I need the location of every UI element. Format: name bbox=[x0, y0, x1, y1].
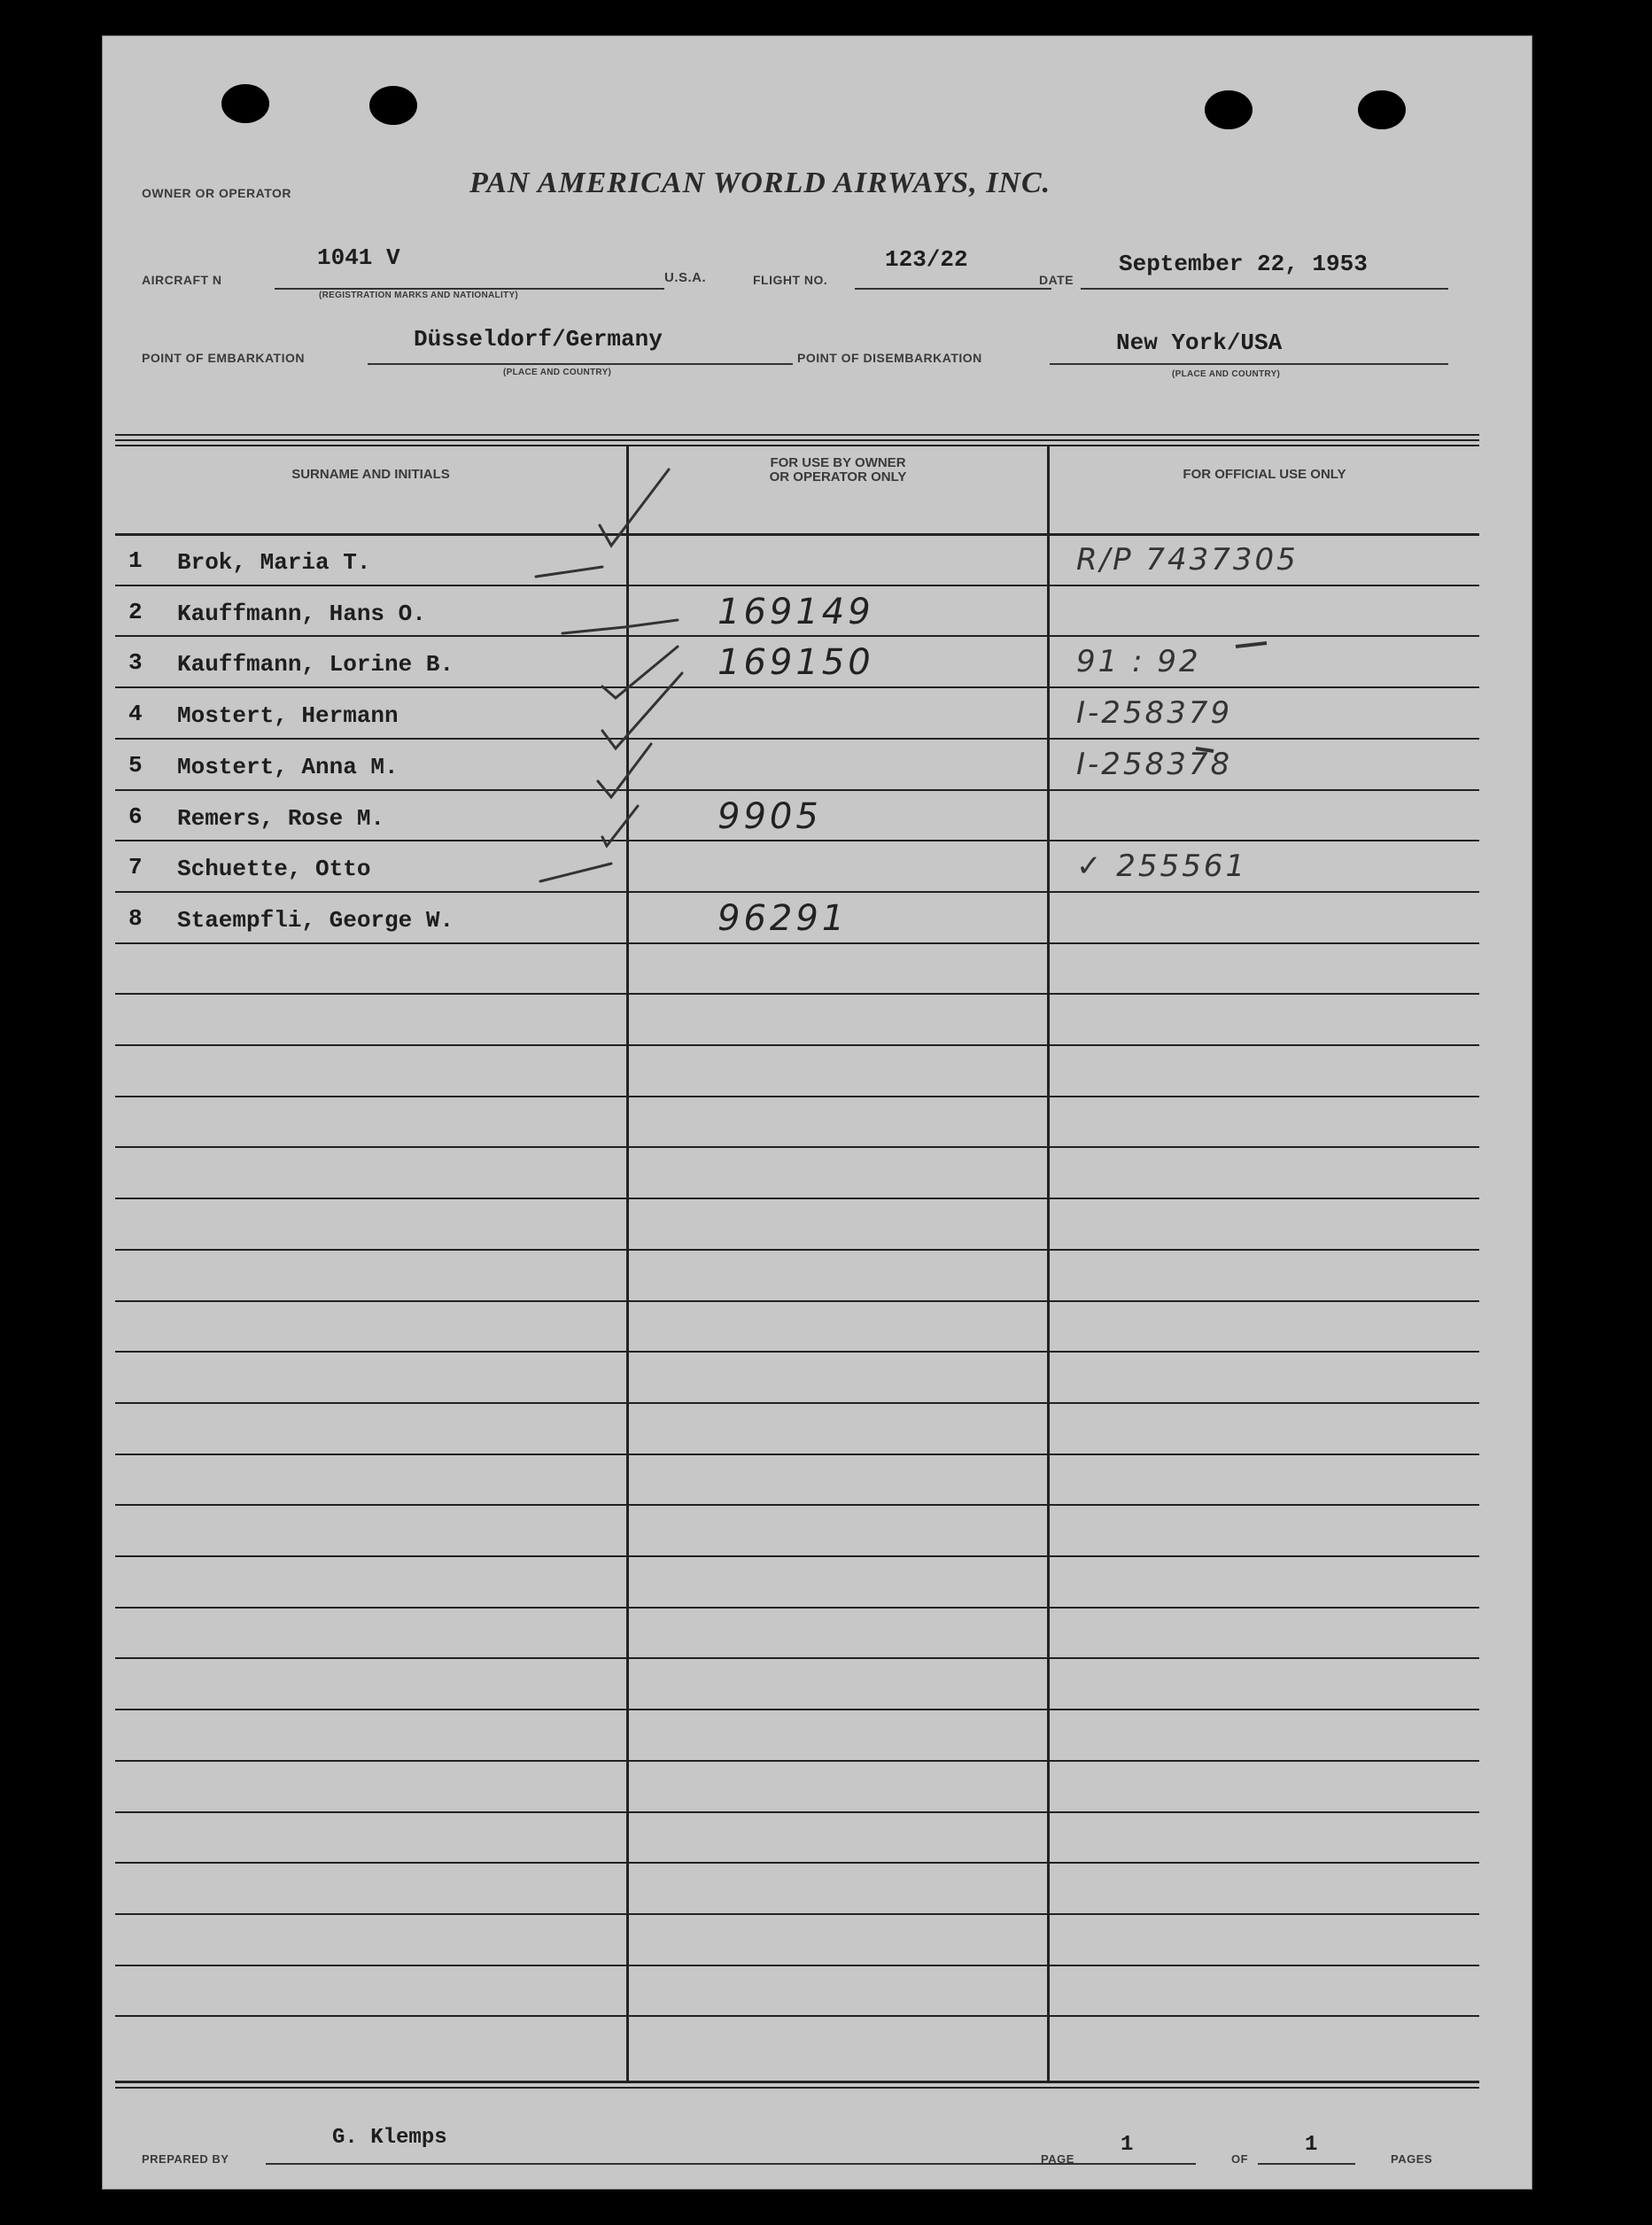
place-note-disembark: (PLACE AND COUNTRY) bbox=[1172, 369, 1281, 379]
table-row bbox=[115, 585, 1479, 636]
table-row bbox=[115, 891, 1479, 942]
row-rule bbox=[115, 1044, 1479, 1046]
row-rule bbox=[115, 1504, 1479, 1506]
official-entry: 91 : 92 bbox=[1076, 644, 1201, 680]
passenger-name: Kauffmann, Lorine B. bbox=[177, 651, 454, 678]
passenger-name: Mostert, Anna M. bbox=[177, 753, 399, 780]
official-entry: I-258379 bbox=[1076, 695, 1233, 732]
column-header-official: FOR OFFICIAL USE ONLY bbox=[1183, 467, 1346, 482]
table-top-rule-3 bbox=[115, 445, 1479, 446]
table-bottom-rule bbox=[115, 2081, 1479, 2083]
row-rule bbox=[115, 1709, 1479, 1710]
official-entry: ✓ 255561 bbox=[1076, 849, 1248, 885]
embark-label: POINT OF EMBARKATION bbox=[142, 351, 305, 365]
company-name: PAN AMERICAN WORLD AIRWAYS, INC. bbox=[469, 167, 1051, 199]
table-bottom-rule-2 bbox=[115, 2087, 1479, 2089]
row-rule bbox=[115, 1249, 1479, 1251]
prepared-value: G. Klemps bbox=[332, 2126, 447, 2150]
punch-hole bbox=[369, 86, 417, 125]
row-rule bbox=[115, 1607, 1479, 1609]
row-rule bbox=[115, 1657, 1479, 1659]
manifest-sheet bbox=[102, 35, 1532, 2190]
page-underline bbox=[1090, 2163, 1196, 2165]
passenger-name: Kauffmann, Hans O. bbox=[177, 600, 426, 627]
disembark-value: New York/USA bbox=[1116, 329, 1283, 356]
row-number: 2 bbox=[128, 598, 143, 625]
prepared-label: PREPARED BY bbox=[142, 2152, 229, 2166]
row-number: 1 bbox=[128, 547, 143, 574]
row-rule bbox=[115, 1402, 1479, 1404]
owner-number: 169150 bbox=[717, 642, 874, 684]
passenger-name: Staempfli, George W. bbox=[177, 906, 454, 934]
pages-value: 1 bbox=[1305, 2133, 1318, 2157]
column-header-owner-2: OR OPERATOR ONLY bbox=[769, 469, 907, 485]
passenger-name: Remers, Rose M. bbox=[177, 804, 385, 832]
owner-number: 169149 bbox=[717, 591, 874, 632]
page-label: PAGE bbox=[1041, 2152, 1074, 2166]
table-row bbox=[115, 738, 1479, 789]
punch-hole bbox=[1205, 90, 1253, 129]
row-number: 7 bbox=[128, 854, 143, 881]
row-number: 8 bbox=[128, 904, 143, 932]
registration-note: (REGISTRATION MARKS AND NATIONALITY) bbox=[319, 291, 519, 300]
row-number: 4 bbox=[128, 701, 143, 728]
official-entry: I-258378 bbox=[1076, 746, 1233, 782]
table-top-rule bbox=[115, 434, 1479, 436]
embark-underline bbox=[368, 363, 793, 365]
usa-label: U.S.A. bbox=[664, 270, 707, 285]
column-header-owner-1: FOR USE BY OWNER bbox=[770, 455, 906, 470]
table-row bbox=[115, 686, 1479, 738]
date-value: September 22, 1953 bbox=[1119, 251, 1368, 277]
row-rule bbox=[115, 1760, 1479, 1762]
table-row bbox=[115, 840, 1479, 891]
row-rule bbox=[115, 1351, 1479, 1353]
passenger-name: Schuette, Otto bbox=[177, 856, 371, 883]
owner-number: 96291 bbox=[717, 897, 849, 939]
table-top-rule-2 bbox=[115, 439, 1479, 441]
passenger-name: Brok, Maria T. bbox=[177, 549, 371, 576]
aircraft-underline bbox=[275, 288, 664, 290]
disembark-label: POINT OF DISEMBARKATION bbox=[797, 351, 982, 365]
official-entry: R/P 7437305 bbox=[1076, 542, 1299, 578]
disembark-underline bbox=[1050, 363, 1448, 365]
row-rule bbox=[115, 1913, 1479, 1915]
passenger-name: Mostert, Hermann bbox=[177, 702, 399, 730]
date-label: DATE bbox=[1039, 273, 1074, 287]
place-note-embark: (PLACE AND COUNTRY) bbox=[503, 368, 612, 377]
page-value: 1 bbox=[1121, 2133, 1134, 2157]
row-rule bbox=[115, 2015, 1479, 2017]
pages-label: PAGES bbox=[1391, 2152, 1433, 2166]
punch-hole bbox=[221, 84, 269, 123]
row-rule bbox=[115, 1555, 1479, 1557]
row-rule bbox=[115, 993, 1479, 995]
owner-label: OWNER OR OPERATOR bbox=[142, 186, 291, 200]
of-underline bbox=[1258, 2163, 1355, 2165]
row-rule bbox=[115, 1965, 1479, 1966]
row-number: 6 bbox=[128, 802, 143, 830]
owner-number: 9905 bbox=[717, 795, 822, 837]
column-header-name: SURNAME AND INITIALS bbox=[291, 467, 450, 482]
row-rule bbox=[115, 1454, 1479, 1455]
row-rule bbox=[115, 1096, 1479, 1097]
row-rule bbox=[115, 1862, 1479, 1864]
table-row bbox=[115, 789, 1479, 841]
row-rule bbox=[115, 1146, 1479, 1148]
table-row bbox=[115, 635, 1479, 686]
aircraft-label: AIRCRAFT N bbox=[142, 273, 222, 287]
row-rule bbox=[115, 1300, 1479, 1302]
aircraft-value: 1041 V bbox=[317, 244, 400, 271]
punch-hole bbox=[1358, 90, 1406, 129]
prepared-underline bbox=[266, 2163, 1143, 2165]
row-rule bbox=[115, 1198, 1479, 1199]
date-underline bbox=[1081, 288, 1448, 290]
flight-label: FLIGHT NO. bbox=[753, 273, 828, 287]
row-rule bbox=[115, 1811, 1479, 1813]
embark-value: Düsseldorf/Germany bbox=[414, 326, 663, 353]
of-label: OF bbox=[1231, 2152, 1249, 2166]
row-number: 3 bbox=[128, 649, 143, 677]
row-rule bbox=[115, 942, 1479, 944]
flight-value: 123/22 bbox=[885, 246, 968, 273]
table-row bbox=[115, 533, 1479, 585]
row-number: 5 bbox=[128, 751, 143, 779]
passenger-table bbox=[115, 434, 1479, 2135]
flight-underline bbox=[855, 288, 1051, 290]
